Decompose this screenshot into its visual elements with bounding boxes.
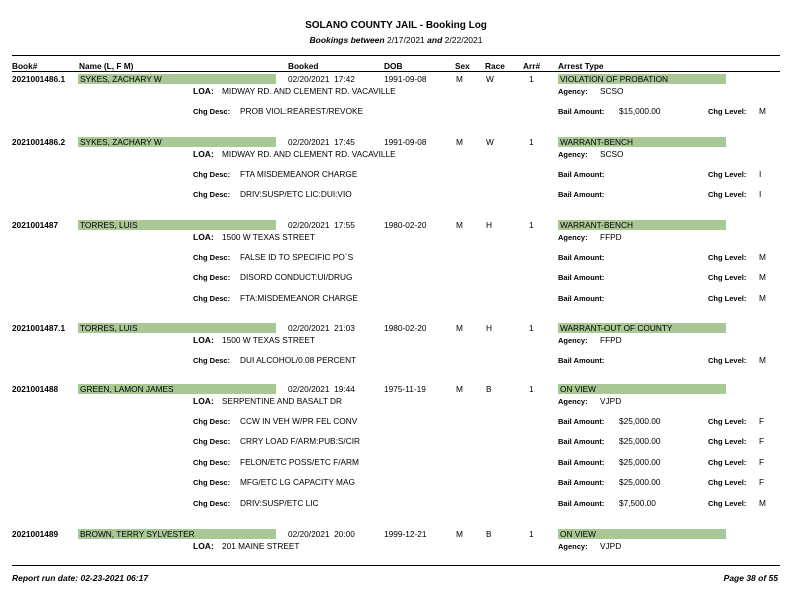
race: W [486,137,494,147]
bail-amount: $25,000.00 [619,456,661,467]
page-number: Page 38 of 55 [723,573,778,583]
race: H [486,323,492,333]
charge-description: PROB VIOL:REAREST/REVOKE [240,106,364,116]
chg-level-label: Chg Level: [708,498,747,508]
chg-desc-label: Chg Desc: [193,417,231,426]
arrest-number: 1 [529,74,534,84]
dob: 1975-11-19 [384,384,426,394]
bail-amount: $25,000.00 [619,477,661,488]
chg-level-label: Chg Level: [708,253,747,262]
booked-datetime: 02/20/2021 17:55 [288,220,355,230]
chg-level-label: Chg Level: [708,457,747,467]
charge-level: M [759,272,766,283]
dob: 1999-12-21 [384,529,427,539]
race: B [486,529,492,539]
dob: 1991-09-08 [384,74,427,84]
chg-level-label: Chg Level: [708,437,747,447]
location-of-arrest: SERPENTINE AND BASALT DR [222,396,343,406]
end-date: 2/22/2021 [444,35,483,45]
chg-level-label: Chg Level: [708,356,747,365]
bail-amount-label: Bail Amount: [558,498,605,508]
booked-datetime: 02/20/2021 19:44 [288,384,355,394]
chg-desc-label: Chg Desc: [193,356,231,365]
book-number: 2021001487.1 [12,323,66,333]
agency-label: Agency: [558,542,588,551]
chg-level-label: Chg Level: [708,107,747,116]
charge-level: M [759,355,766,365]
charge-level: F [759,477,765,488]
charge-description: FTA:MISDEMEANOR CHARGE [240,292,358,303]
loa-label: LOA: [193,335,214,345]
col-name: Name (L, F M) [79,61,134,71]
agency: VJPD [600,396,622,406]
race: W [486,74,494,84]
bail-amount-label: Bail Amount: [558,190,605,200]
chg-level-label: Chg Level: [708,170,747,179]
sex: M [456,529,463,539]
chg-desc-label: Chg Desc: [193,190,231,200]
dob: 1980-02-20 [384,220,427,230]
bail-amount-label: Bail Amount: [558,273,605,283]
charge-level: I [759,189,762,200]
charge-level: F [759,436,765,447]
charge-description: FTA MISDEMEANOR CHARGE [240,169,358,179]
col-dob: DOB [384,61,403,71]
agency-label: Agency: [558,336,588,345]
dob: 1980-02-20 [384,323,427,333]
sex: M [456,220,463,230]
bail-amount-label: Bail Amount: [558,478,605,488]
chg-desc-label: Chg Desc: [193,293,231,303]
inmate-name: SYKES, ZACHARY W [78,74,276,84]
book-number: 2021001487 [12,220,59,230]
arrest-number: 1 [529,384,534,394]
chg-level-label: Chg Level: [708,417,747,426]
arrest-number: 1 [529,220,534,230]
charge-description: DRIV:SUSP/ETC LIC:DUI:VIO [240,189,352,200]
charge-description: FALSE ID TO SPECIFIC PO`S [240,252,354,262]
subtitle-prefix: Bookings between [309,35,385,45]
chg-desc-label: Chg Desc: [193,478,231,488]
inmate-name: SYKES, ZACHARY W [78,137,276,147]
arrest-type: ON VIEW [558,529,726,539]
chg-desc-label: Chg Desc: [193,170,231,179]
report-subtitle [0,35,792,45]
col-race: Race [485,61,505,71]
chg-desc-label: Chg Desc: [193,107,231,116]
booked-datetime: 02/20/2021 17:45 [288,137,355,147]
loa-label: LOA: [193,149,214,159]
bail-amount: $25,000.00 [619,416,661,426]
bail-amount-label: Bail Amount: [558,170,605,179]
chg-desc-label: Chg Desc: [193,498,231,508]
charge-level: F [759,456,765,467]
sex: M [456,137,463,147]
location-of-arrest: MIDWAY RD. AND CLEMENT RD. VACAVILLE [222,86,396,96]
header-rule-top [12,55,780,56]
arrest-type: VIOLATION OF PROBATION [558,74,726,84]
agency: SCSO [600,149,624,159]
dob: 1991-09-08 [384,137,427,147]
col-arr: Arr# [523,61,541,71]
report-run-date: Report run date: 02-23-2021 06:17 [12,573,149,583]
bail-amount: $25,000.00 [619,436,661,447]
arrest-number: 1 [529,529,534,539]
sex: M [456,74,463,84]
location-of-arrest: 201 MAINE STREET [222,541,300,551]
location-of-arrest: 1500 W TEXAS STREET [222,335,315,345]
bail-amount-label: Bail Amount: [558,417,605,426]
agency: VJPD [600,541,622,551]
bail-amount-label: Bail Amount: [558,293,605,303]
inmate-name: TORRES, LUIS [78,220,276,230]
bail-amount-label: Bail Amount: [558,437,605,447]
col-book: Book# [12,61,38,71]
agency: SCSO [600,86,624,96]
col-arrest-type: Arrest Type [558,61,604,71]
subtitle-and: and [427,35,443,45]
loa-label: LOA: [193,86,214,96]
footer-rule [12,565,780,566]
race: H [486,220,492,230]
sex: M [456,384,463,394]
loa-label: LOA: [193,396,214,406]
chg-desc-label: Chg Desc: [193,253,231,262]
chg-level-label: Chg Level: [708,273,747,283]
location-of-arrest: MIDWAY RD. AND CLEMENT RD. VACAVILLE [222,149,396,159]
arrest-number: 1 [529,323,534,333]
chg-desc-label: Chg Desc: [193,437,231,447]
arrest-type: WARRANT-BENCH [558,137,726,147]
sex: M [456,323,463,333]
chg-level-label: Chg Level: [708,478,747,488]
chg-desc-label: Chg Desc: [193,273,231,283]
start-date: 2/17/2021 [386,35,425,45]
inmate-name: BROWN, TERRY SYLVESTER [78,529,276,539]
race: B [486,384,492,394]
charge-level: M [759,497,766,508]
charge-description: CCW IN VEH W/PR FEL CONV [240,416,358,426]
bail-amount: $15,000.00 [619,106,661,116]
charge-level: M [759,252,766,262]
inmate-name: GREEN, LAMON JAMES [78,384,276,394]
charge-description: CRRY LOAD F/ARM:PUB:S/CIR [240,436,361,447]
book-number: 2021001489 [12,529,59,539]
charge-description: MFG/ETC LG CAPACITY MAG [240,477,355,488]
charge-description: DISORD CONDUCT:UI/DRUG [240,272,353,283]
chg-level-label: Chg Level: [708,293,747,303]
agency-label: Agency: [558,397,588,406]
arrest-type: WARRANT-OUT OF COUNTY [558,323,726,333]
inmate-name: TORRES, LUIS [78,323,276,333]
agency-label: Agency: [558,233,588,242]
bail-amount-label: Bail Amount: [558,457,605,467]
col-booked: Booked [288,61,319,71]
loa-label: LOA: [193,232,214,242]
charge-level: I [759,169,762,179]
agency-label: Agency: [558,87,588,96]
arrest-number: 1 [529,137,534,147]
booked-datetime: 02/20/2021 17:42 [288,74,355,84]
book-number: 2021001486.2 [12,137,66,147]
agency: FFPD [600,335,622,345]
chg-level-label: Chg Level: [708,190,747,200]
loa-label: LOA: [193,541,214,551]
agency-label: Agency: [558,150,588,159]
location-of-arrest: 1500 W TEXAS STREET [222,232,315,242]
agency: FFPD [600,232,622,242]
charge-description: DRIV:SUSP/ETC LIC [240,497,319,508]
arrest-type: WARRANT-BENCH [558,220,726,230]
bail-amount-label: Bail Amount: [558,107,605,116]
book-number: 2021001488 [12,384,59,394]
booked-datetime: 02/20/2021 21:03 [288,323,355,333]
bail-amount-label: Bail Amount: [558,356,605,365]
chg-desc-label: Chg Desc: [193,457,231,467]
book-number: 2021001486.1 [12,74,66,84]
report-title: SOLANO COUNTY JAIL - Booking Log [305,20,487,31]
charge-level: M [759,292,766,303]
bail-amount-label: Bail Amount: [558,253,605,262]
arrest-type: ON VIEW [558,384,726,394]
charge-level: F [759,416,765,426]
charge-description: DUI ALCOHOL/0.08 PERCENT [240,355,357,365]
charge-level: M [759,106,766,116]
header-rule-bottom [12,71,780,72]
col-sex: Sex [455,61,470,71]
booked-datetime: 02/20/2021 20:00 [288,529,355,539]
charge-description: FELON/ETC POSS/ETC F/ARM [240,456,359,467]
bail-amount: $7,500.00 [619,497,656,508]
